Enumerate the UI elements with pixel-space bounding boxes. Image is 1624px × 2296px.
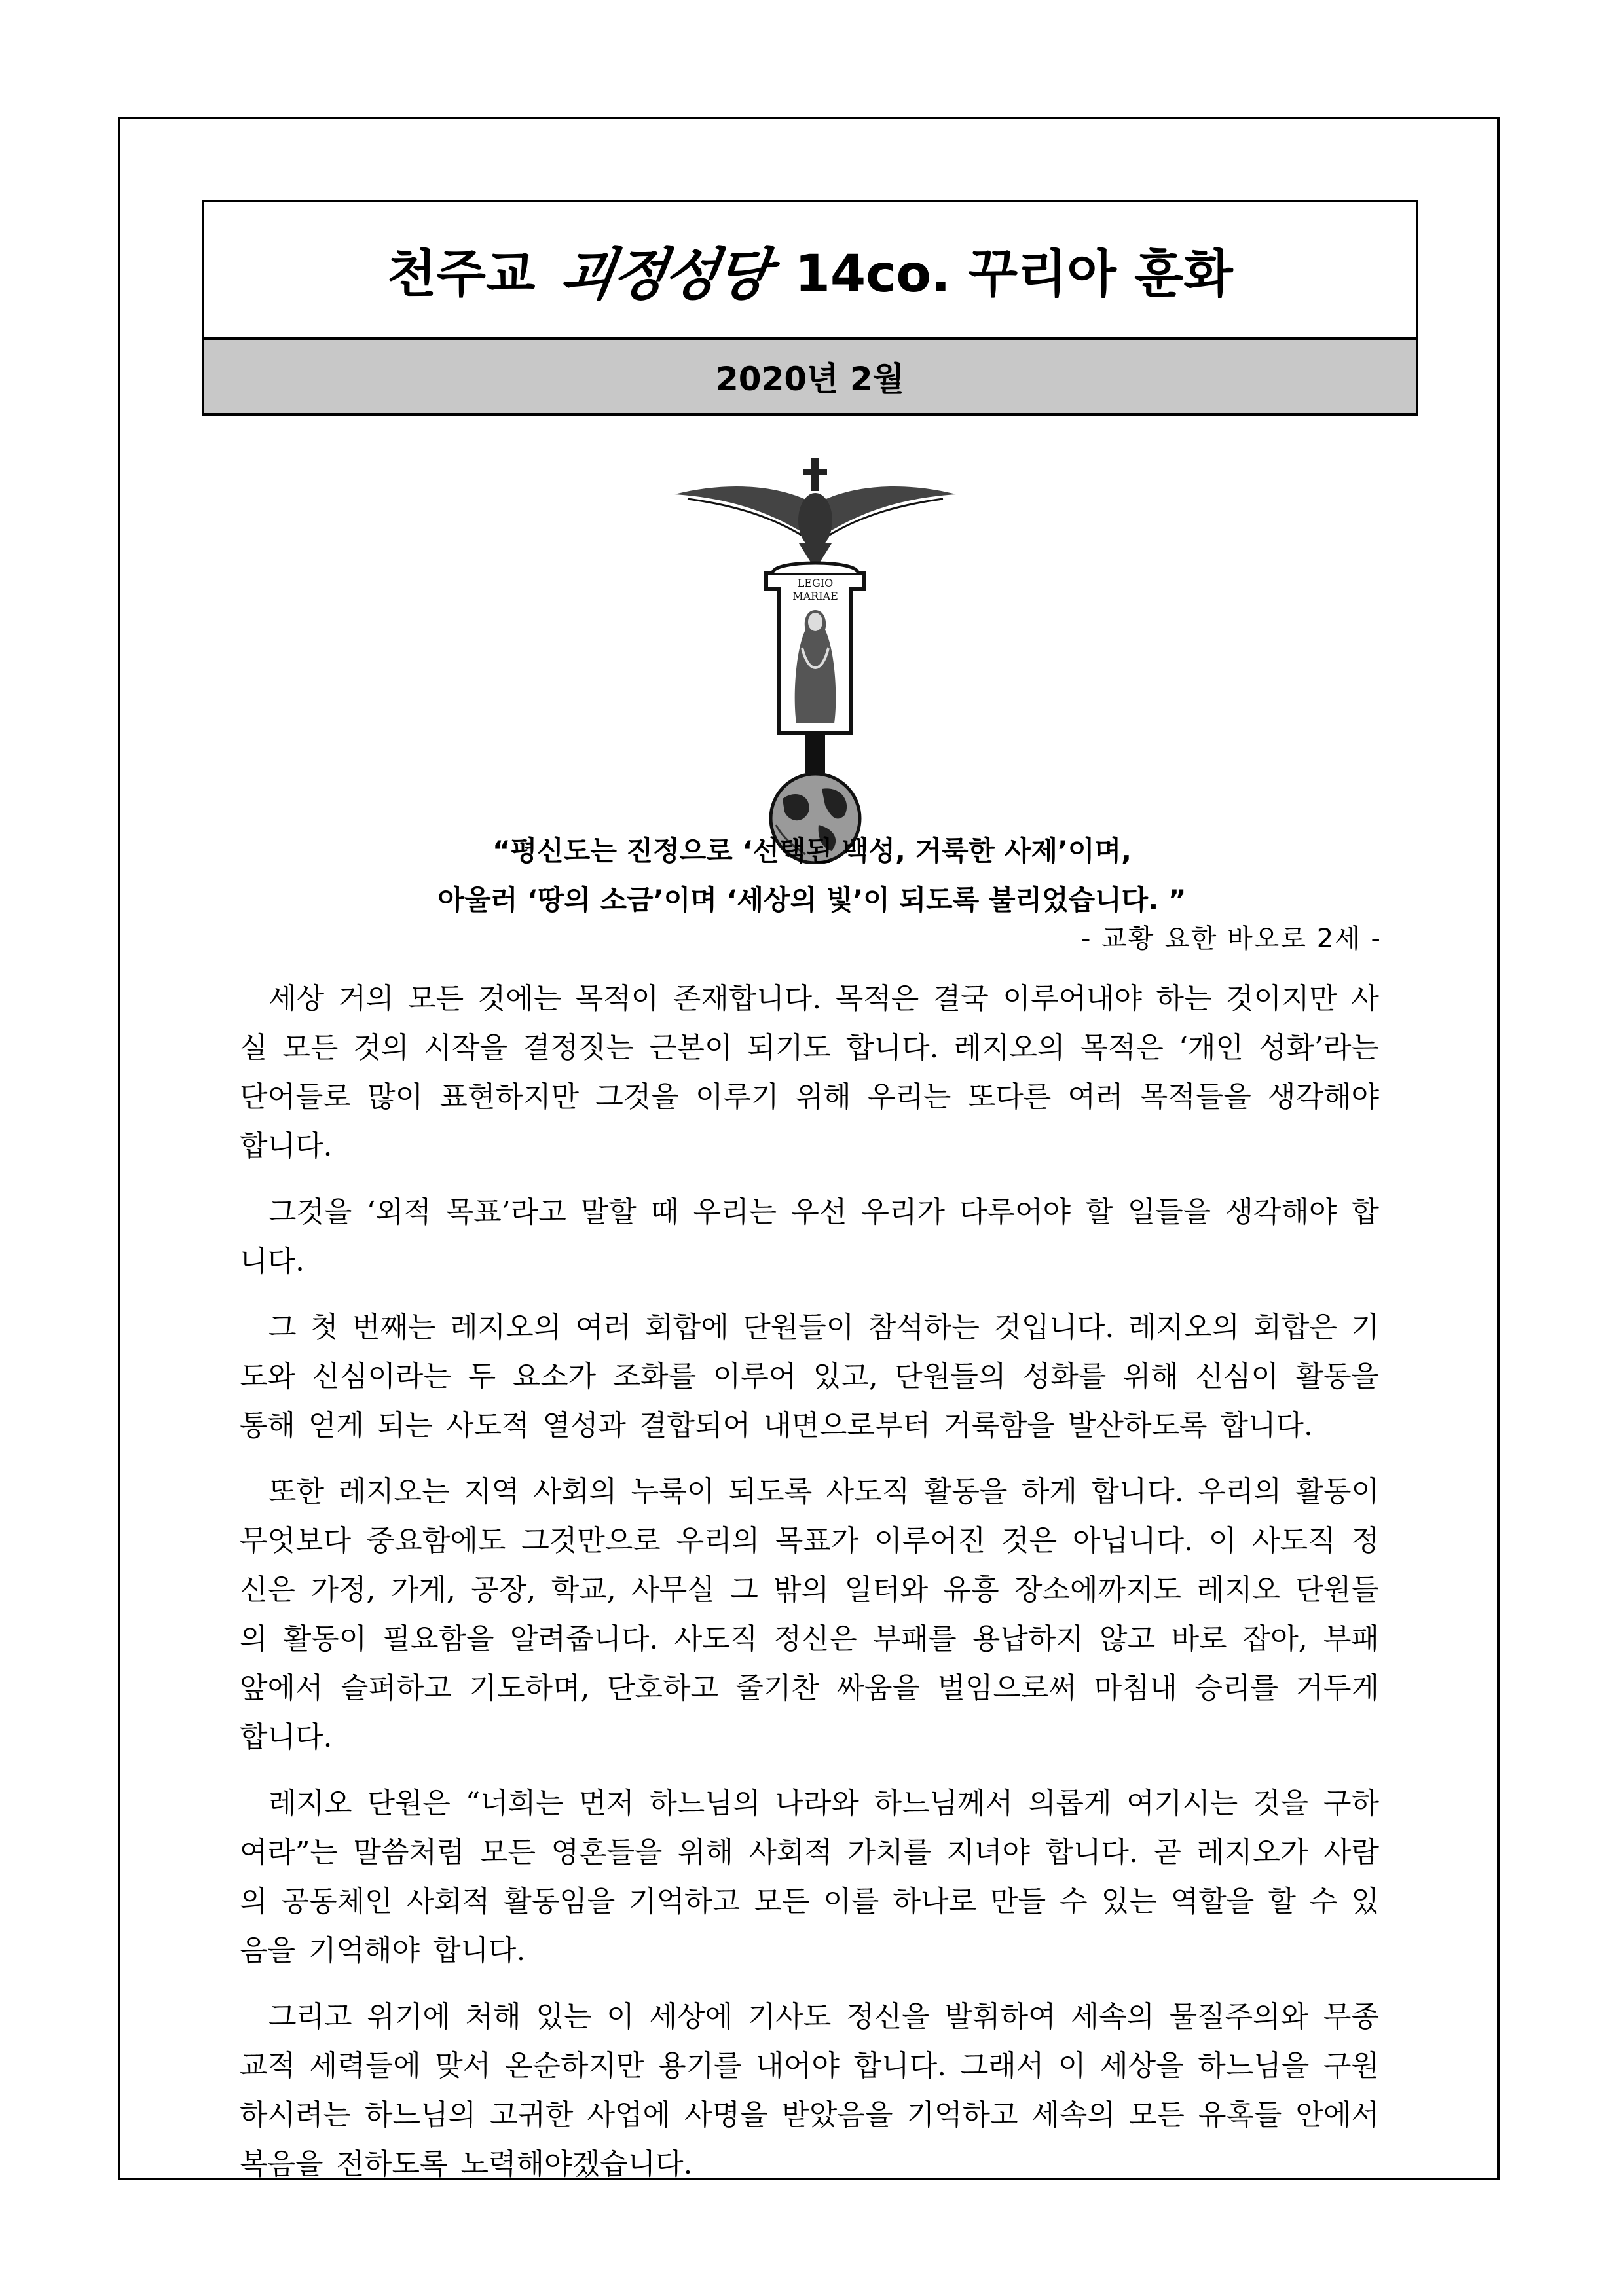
paragraph: 그것을 ‘외적 목표’라고 말할 때 우리는 우선 우리가 다루어야 할 일들을 생각해야 합니다. xyxy=(240,1195,1380,1278)
legio-mariae-emblem-icon xyxy=(668,458,963,864)
paragraph: 세상 거의 모든 것에는 목적이 존재합니다. 목적은 결국 이루어내야 하는 것이지만 사실 모든 것의 시작을 결정짓는 근본이 되기도 합니다. 레지오의 목적은 ‘개인 성화’라는 단어들로 많이 표현하지만 그것을 이루기 위해 우리는 또다른 여러 목적들을 생각해야 합니다. xyxy=(240,982,1380,1163)
issue-date: 2020년 2월 xyxy=(204,340,1416,413)
title-suffix: 14co. 꾸리아 훈화 xyxy=(794,245,1233,304)
page-title xyxy=(204,202,1416,340)
paragraph: 레지오 단원은 “너희는 먼저 하느님의 나라와 하느님께서 의롭게 여기시는 것을 구하여라”는 말씀처럼 모든 영혼들을 위해 사회적 가치를 지녀야 합니다. 곧 레지오가 사람의 공동체인 사회적 활동임을 기억하고 모든 이를 하나로 만들 수 있는 역할을 할 수 있음을 기억해야 합니다. xyxy=(240,1787,1379,1967)
quote-line-2: 아울러 ‘땅의 소금’이며 ‘세상의 빛’이 되도록 불리었습니다. ” xyxy=(437,884,1187,916)
quote-attribution: - 교황 요한 바오로 2세 - xyxy=(1080,924,1382,954)
body-text xyxy=(240,974,1379,2206)
emblem-label-1: LEGIO xyxy=(797,577,834,589)
paragraph: 또한 레지오는 지역 사회의 누룩이 되도록 사도직 활동을 하게 합니다. 우리의 활동이 무엇보다 중요함에도 그것만으로 우리의 목표가 이루어진 것은 아닙니다. 이 사도직 정신은 가정, 가게, 공장, 학교, 사무실 그 밖의 일터와 유흥 장소에까지도 레지오 단원들의 활동이 필요함을 알려줍니다. 사도직 정신은 부패를 용납하지 않고 바로 잡아, 부패 앞에서 슬퍼하고 기도하며, 단호하고 줄기찬 싸움을 벌임으로써 마침내 승리를 거두게 합니다. xyxy=(240,1475,1379,1754)
header-box xyxy=(202,200,1418,416)
quote-block xyxy=(242,826,1382,924)
quote-line-1: “평신도는 진정으로 ‘선택된 백성, 거룩한 사제’이며, xyxy=(492,835,1132,867)
paragraph: 그리고 위기에 처해 있는 이 세상에 기사도 정신을 발휘하여 세속의 물질주의와 무종교적 세력들에 맞서 온순하지만 용기를 내어야 합니다. 그래서 이 세상을 하느님을 구원하시려는 하느님의 고귀한 사업에 사명을 받았음을 기억하고 세속의 모든 유혹들 안에서 복음을 전하도록 노력해야겠습니다. xyxy=(240,2000,1379,2181)
emblem-label-2: MARIAE xyxy=(792,590,838,602)
paragraph: 그 첫 번째는 레지오의 여러 회합에 단원들이 참석하는 것입니다. 레지오의 회합은 기도와 신심이라는 두 요소가 조화를 이루어 있고, 단원들의 성화를 위해 신심이 활동을 통해 얻게 되는 사도적 열성과 결합되어 내면으로부터 거룩함을 발산하도록 합니다. xyxy=(240,1311,1380,1442)
parish-logo-text: 괴정성당 xyxy=(556,242,773,308)
title-prefix: 천주교 xyxy=(387,245,536,304)
